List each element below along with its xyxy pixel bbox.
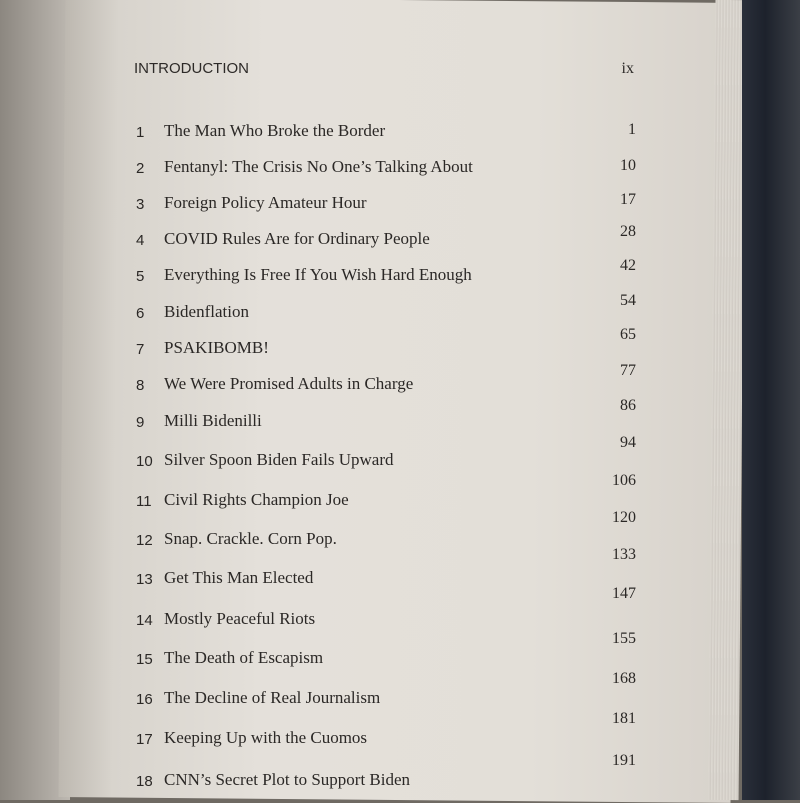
chapter-page: 17 [620,191,636,208]
chapter-number: 9 [136,414,145,431]
chapter-number: 8 [136,377,145,394]
toc-entry [136,362,636,398]
chapter-title: Bidenflation [164,302,249,321]
chapter-title: Mostly Peaceful Riots [164,609,316,628]
chapter-title: Snap. Crackle. Corn Pop. [164,529,337,548]
toc-entry [136,710,636,752]
chapter-page: 133 [612,546,636,563]
chapter-page: 77 [620,362,636,379]
chapter-title: Silver Spoon Biden Fails Upward [164,450,394,469]
toc-entry [136,259,636,289]
chapter-page: 28 [620,223,636,240]
chapter-number: 5 [136,268,145,285]
toc-entry [136,115,636,145]
chapter-number: 1 [136,124,145,141]
chapter-page: 106 [612,472,636,489]
chapter-number: 17 [136,731,153,748]
chapter-number: 4 [136,232,145,249]
chapter-page: 10 [620,157,636,174]
toc-entry [136,434,636,474]
chapter-page: 42 [620,257,636,274]
chapter-number: 13 [136,571,153,588]
toc-entry [136,151,636,181]
toc-entry [136,223,636,253]
chapter-title: CNN’s Secret Plot to Support Biden [164,770,411,789]
toc-entry [136,472,636,514]
chapter-page: 181 [612,710,636,727]
chapter-page: 191 [612,752,636,769]
chapter-number: 3 [136,196,145,213]
chapter-title: Get This Man Elected [164,568,314,587]
chapter-title: Milli Bidenilli [164,411,262,430]
chapter-title: Fentanyl: The Crisis No One’s Talking About [164,157,473,176]
toc-entry [136,187,636,217]
toc-entry [136,326,636,362]
chapter-page: 65 [620,326,636,343]
chapter-title: Civil Rights Champion Joe [164,490,349,509]
chapter-number: 2 [136,160,145,177]
toc-entry [136,509,636,553]
chapter-page: 155 [612,630,636,647]
chapter-number: 18 [136,773,153,790]
toc-entry [136,397,636,435]
toc-entry [136,292,636,326]
chapter-title: We Were Promised Adults in Charge [164,374,414,393]
toc-entry [136,752,636,794]
chapter-page: 120 [612,509,636,526]
chapter-title: Everything Is Free If You Wish Hard Enough [164,265,472,284]
introduction-label: INTRODUCTION [134,60,249,77]
chapter-title: Foreign Policy Amateur Hour [164,193,367,212]
toc-entry [136,670,636,712]
chapter-page: 86 [620,397,636,414]
chapter-number: 11 [136,493,152,510]
chapter-title: Keeping Up with the Cuomos [164,728,368,747]
chapter-title: COVID Rules Are for Ordinary People [164,229,430,248]
toc-entry [136,630,636,672]
chapter-page: 168 [612,670,636,687]
chapter-page: 94 [620,434,636,451]
chapter-number: 7 [136,341,145,358]
chapter-page: 54 [620,292,636,309]
chapter-number: 6 [136,305,145,322]
chapter-title: The Death of Escapism [164,648,324,667]
toc-entry [136,546,636,592]
toc-entry [136,585,636,633]
chapter-number: 12 [136,532,153,549]
chapter-title: The Man Who Broke the Border [164,121,386,140]
chapter-title: The Decline of Real Journalism [164,688,381,707]
chapter-number: 15 [136,651,153,668]
chapter-number: 16 [136,691,153,708]
chapter-page: 147 [612,585,636,602]
chapter-title: PSAKIBOMB! [164,338,269,357]
chapter-number: 10 [136,453,153,470]
introduction-page: ix [621,60,634,77]
chapter-number: 14 [136,612,153,629]
chapter-page: 1 [628,121,636,138]
